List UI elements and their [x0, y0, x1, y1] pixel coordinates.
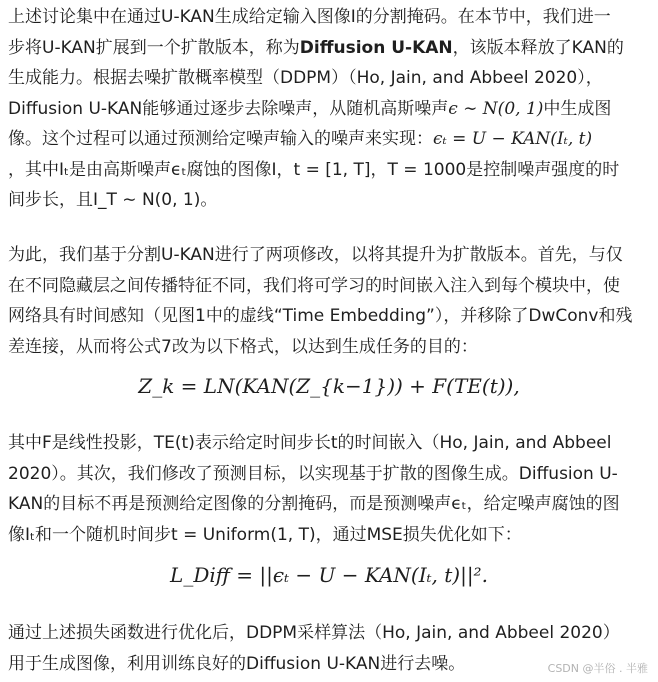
text-line: 2020）。其次，我们修改了预测目标，以实现基于扩散的图像生成。Diffusion U- [8, 463, 618, 484]
term-diffusion-ukan: Diffusion U-KAN [299, 37, 453, 58]
text-line: 差连接，从而将公式7改为以下格式，以达到生成任务的目的： [8, 336, 478, 357]
paragraph-diffusion-intro [8, 2, 654, 216]
text-line: 其中F是线性投影，TE(t)表示给定时间步长t的时间嵌入（Ho, Jain, and Abbeel [8, 433, 612, 453]
equation-loss: L_Diff = ||ϵₜ − U − KAN(Iₜ, t)||². [170, 563, 488, 587]
text-line: 上述讨论集中在通过U-KAN生成给定输入图像I的分割掩码。在本节中，我们进一 [8, 7, 611, 27]
inline-math: ϵₜ = U − KAN(Iₜ, t) [433, 129, 593, 149]
text-line: 像。这个过程可以通过预测给定噪声输入的噪声来实现：ϵₜ = U − KAN(Iₜ, t) [8, 129, 593, 149]
text-line: 步将U-KAN扩展到一个扩散版本，称为Diffusion U-KAN，该版本释放了KAN的 [8, 37, 624, 58]
text-line: 间步长，且I_T ∼ N(0, 1)。 [8, 190, 218, 210]
equation-zk: Z_k = LN(KAN(Z_{k−1})) + F(TE(t)), [138, 374, 520, 398]
csdn-watermark: CSDN @半俗 . 半雅 [547, 662, 648, 675]
text-line: 网络具有时间感知（见图1中的虚线“Time Embedding”），并移除了DwConv和残 [8, 306, 633, 326]
text-line: 在不同隐藏层之间传播特征不同，我们将可学习的时间嵌入注入到每个模块中，使 [8, 275, 620, 296]
text-line: 通过上述损失函数进行优化后，DDPM采样算法（Ho, Jain, and Abbeel 2020） [8, 623, 620, 643]
inline-math: ϵ ∼ N(0, 1) [448, 98, 544, 119]
paragraph-modifications [8, 240, 654, 362]
text-line: 为此，我们基于分割U-KAN进行了两项修改，以将其提升为扩散版本。首先，与仅 [8, 245, 623, 265]
text-line: 生成能力。根据去噪扩散概率模型（DDPM）（Ho, Jain, and Abbeel 2020）， [8, 68, 603, 88]
paragraph-prediction-target [8, 428, 654, 550]
text-line: 像Iₜ和一个随机时间步t = Uniform(1, T)，通过MSE损失优化如下： [8, 524, 522, 545]
text-line: 用于生成图像，利用训练良好的Diffusion U-KAN进行去噪。 [8, 653, 466, 674]
text-line: KAN的目标不再是预测给定图像的分割掩码，而是预测噪声ϵₜ，给定噪声腐蚀的图 [8, 494, 620, 514]
text-line: Diffusion U-KAN能够通过逐步去除噪声，从随机高斯噪声ϵ ∼ N(0, 1)中生成图 [8, 98, 612, 119]
text-line: ，其中Iₜ是由高斯噪声ϵₜ腐蚀的图像I，t = [1, T]，T = 1000是控制噪声强度的时 [8, 159, 620, 180]
